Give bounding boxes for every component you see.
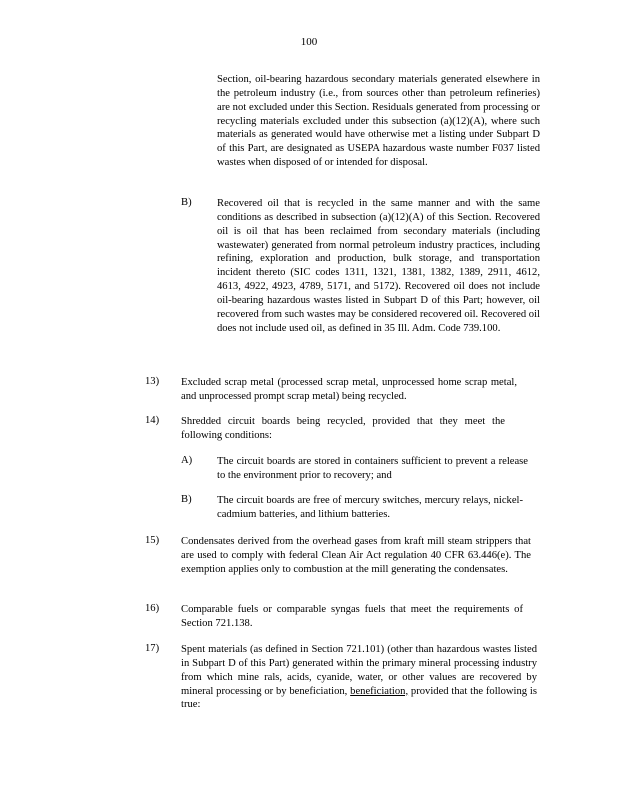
item-16-label: 16) bbox=[145, 603, 160, 614]
page-number: 100 bbox=[300, 36, 318, 48]
item-15-label: 15) bbox=[145, 535, 160, 546]
item-15-text: Condensates derived from the overhead gases from kraft mill steam strippers that are used to comply with federal Clean Air Act regulation 40 CFR 63.446(e). The exemption applies only to combustion at the mill generating the condensates. bbox=[181, 536, 531, 575]
item-17-underlined-text: beneficiation, bbox=[350, 685, 409, 697]
item-13-label: 13) bbox=[145, 376, 160, 387]
item-14a-text: The circuit boards are stored in containers sufficient to prevent a release to the environment prior to recovery; and bbox=[217, 456, 528, 481]
item-13-text: Excluded scrap metal (processed scrap metal, unprocessed home scrap metal, and unprocessed prompt scrap metal) being recycled. bbox=[181, 377, 517, 402]
item-14b-label: B) bbox=[181, 494, 192, 505]
item-14-text: Shredded circuit boards being recycled, provided that they meet the following conditions: bbox=[181, 416, 505, 441]
item-17-main-text: Spent materials (as defined in Section 721.101) (other than hazardous wastes listed in Subpart D of this Part) generated within the primary mineral processing industry from which mine rals, acids, cyanide, water, or other values are recovered by mineral processing or by beneficiation, bbox=[181, 644, 537, 697]
item-14-label: 14) bbox=[145, 415, 160, 426]
item-17-text bbox=[181, 643, 537, 712]
item-17-label: 17) bbox=[145, 643, 160, 654]
item-b-text: Recovered oil that is recycled in the same manner and with the same conditions as described in subsection (a)(12)(A) of this Section. Recovered oil is oil that has been reclaimed from secondary materials (including wastewater) generated from normal petroleum industry practices, including refining, exploration and production, bulk storage, and transportation incident thereto (SIC codes 1311, 1321, 1381, 1382, 1389, 2911, 4612, 4613, 4922, 4923, 4789, 5171, and 5172). Recovered oil does not include oil-bearing hazardous wastes listed in Subpart D of this Part; however, oil recovered from such wastes may be considered recovered oil. Recovered oil does not include used oil, as defined in 35 Ill. Adm. Code 739.100. bbox=[217, 198, 540, 334]
item-b-label: B) bbox=[181, 197, 192, 208]
intro-paragraph: Section, oil-bearing hazardous secondary materials generated elsewhere in the petroleum industry (i.e., from sources other than petroleum refineries) are not excluded under this Section. Residuals generated from processing or recycling materials excluded under this subsection (a)(12)(A), where such materials as generated would have otherwise met a listing under Subpart D of this Part, are designated as USEPA hazardous waste number F037 listed wastes when disposed of or intended for disposal. bbox=[217, 74, 540, 169]
item-14b-text: The circuit boards are free of mercury switches, mercury relays, nickel-cadmium batteries, and lithium batteries. bbox=[217, 495, 523, 520]
item-17-tail-text: provided that the following is true: bbox=[181, 685, 537, 711]
item-16-text: Comparable fuels or comparable syngas fuels that meet the requirements of Section 721.138. bbox=[181, 604, 523, 629]
item-14a-label: A) bbox=[181, 455, 193, 466]
